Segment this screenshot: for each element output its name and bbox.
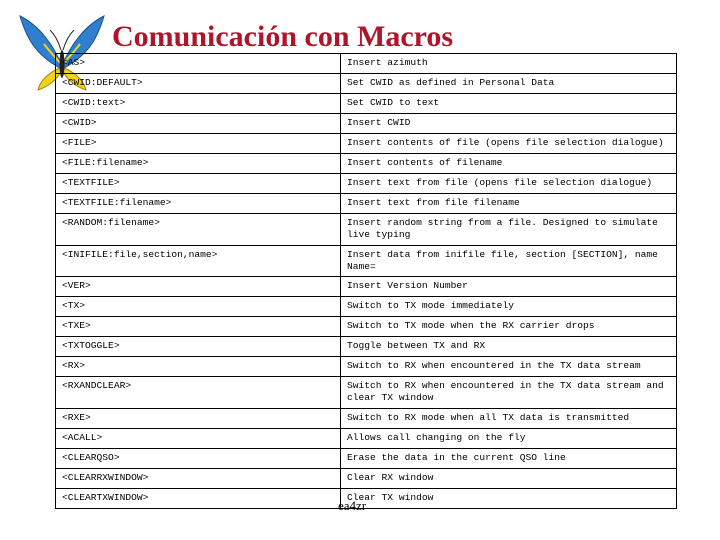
- macro-code-cell: <RXE>: [56, 409, 341, 429]
- table-row: [56, 377, 677, 409]
- macro-description-cell: Insert contents of filename: [341, 154, 677, 174]
- macro-code-cell: <TXTOGGLE>: [56, 337, 341, 357]
- table-row: [56, 277, 677, 297]
- macro-description-cell: Insert contents of file (opens file selection dialogue): [341, 134, 677, 154]
- macro-description-cell: Switch to TX mode when the RX carrier drops: [341, 317, 677, 337]
- macro-code-cell: <ACALL>: [56, 429, 341, 449]
- macro-code-cell: <AS>: [56, 54, 341, 74]
- macro-description-cell: Toggle between TX and RX: [341, 337, 677, 357]
- macro-code-cell: <FILE:filename>: [56, 154, 341, 174]
- macro-description-cell: Switch to TX mode immediately: [341, 297, 677, 317]
- macro-description-cell: Insert random string from a file. Designed to simulate live typing: [341, 214, 677, 246]
- table-row: [56, 337, 677, 357]
- macro-description-cell: Set CWID to text: [341, 94, 677, 114]
- table-row: [56, 214, 677, 246]
- macro-code-cell: <TEXTFILE:filename>: [56, 194, 341, 214]
- table-row: [56, 449, 677, 469]
- macro-description-cell: Insert text from file (opens file selection dialogue): [341, 174, 677, 194]
- macro-description-cell: Insert Version Number: [341, 277, 677, 297]
- table-row: [56, 409, 677, 429]
- macro-code-cell: <CWID:text>: [56, 94, 341, 114]
- table-row: [56, 246, 677, 277]
- macro-code-cell: <TEXTFILE>: [56, 174, 341, 194]
- macro-code-cell: <RX>: [56, 357, 341, 377]
- macro-description-cell: Insert azimuth: [341, 54, 677, 74]
- page-title: Comunicación con Macros: [112, 20, 454, 53]
- macro-description-cell: Switch to RX mode when all TX data is transmitted: [341, 409, 677, 429]
- macro-description-cell: Switch to RX when encountered in the TX data stream and clear TX window: [341, 377, 677, 409]
- macro-table: [55, 53, 677, 509]
- macro-code-cell: <CLEARTXWINDOW>: [56, 489, 341, 509]
- table-row: [56, 297, 677, 317]
- macro-code-cell: <CWID:DEFAULT>: [56, 74, 341, 94]
- macro-description-cell: Clear TX window: [341, 489, 677, 509]
- table-row: [56, 154, 677, 174]
- table-row: [56, 94, 677, 114]
- macro-description-cell: Insert data from inifile file, section [SECTION], name Name=: [341, 246, 677, 277]
- macro-code-cell: <FILE>: [56, 134, 341, 154]
- macro-code-cell: <TXE>: [56, 317, 341, 337]
- macro-description-cell: Allows call changing on the fly: [341, 429, 677, 449]
- table-row: [56, 174, 677, 194]
- macro-code-cell: <RXANDCLEAR>: [56, 377, 341, 409]
- table-row: [56, 317, 677, 337]
- table-row: [56, 469, 677, 489]
- macro-code-cell: <CWID>: [56, 114, 341, 134]
- macro-description-cell: Insert CWID: [341, 114, 677, 134]
- macro-code-cell: <INIFILE:file,section,name>: [56, 246, 341, 277]
- macro-description-cell: Insert text from file filename: [341, 194, 677, 214]
- macro-code-cell: <VER>: [56, 277, 341, 297]
- table-row: [56, 114, 677, 134]
- macro-code-cell: <RANDOM:filename>: [56, 214, 341, 246]
- footer-text: ea4zr: [338, 498, 367, 513]
- table-row: [56, 74, 677, 94]
- table-row: [56, 429, 677, 449]
- table-row: [56, 54, 677, 74]
- table-row: [56, 134, 677, 154]
- table-row: [56, 194, 677, 214]
- macro-description-cell: Set CWID as defined in Personal Data: [341, 74, 677, 94]
- macro-description-cell: Erase the data in the current QSO line: [341, 449, 677, 469]
- macro-description-cell: Clear RX window: [341, 469, 677, 489]
- macro-description-cell: Switch to RX when encountered in the TX data stream: [341, 357, 677, 377]
- macro-code-cell: <TX>: [56, 297, 341, 317]
- table-row: [56, 357, 677, 377]
- macro-code-cell: <CLEARQSO>: [56, 449, 341, 469]
- macro-code-cell: <CLEARRXWINDOW>: [56, 469, 341, 489]
